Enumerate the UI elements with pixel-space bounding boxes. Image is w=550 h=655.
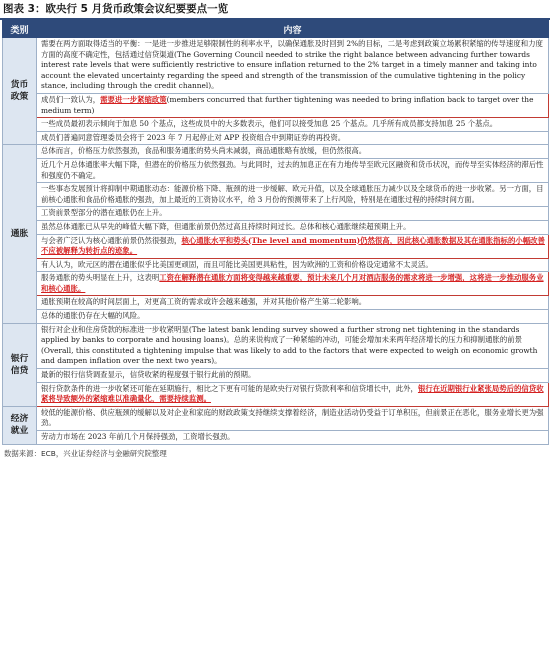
content-cell [37, 323, 549, 368]
highlighted-content-cell [37, 93, 549, 117]
body-text: 需要在两方面取得适当的平衡：一是进一步推进足够限制性的利率水平，以确保通胀及时回到 2%的目标，二是考虑到政策立场累积紧缩的传导速度和力度方面的高度不确定性，包括通过信贷渠道(The Governing Council needed to strike the right balance between advancing further towards interest rate levels that were sufficiently restrictive to ensure inflation returned to the 2% target in a timely manner and taking into account the elevated uncertainty regarding the speed and strength of the transmission of the cumulative tightening in the policy stance, including through the credit channel)。 [41, 39, 543, 91]
table-row [3, 158, 549, 182]
table-row [3, 369, 549, 383]
body-text: 通胀预期在较高的时间层面上，对更高工资的需求或许会越来越强，并对其他价格产生第二轮影响。 [41, 297, 367, 307]
content-cell [37, 220, 549, 234]
content-cell [37, 145, 549, 159]
content-cell [37, 296, 549, 310]
table-row [3, 382, 549, 406]
body-text: 近几个月总体通胀率大幅下降，但潜在的价格压力依然强劲。与此同时，过去的加息正在有力地传导至欧元区融资和货币状况，而传导至实体经济的滞后性和强度仍不确定。 [41, 159, 544, 180]
category-label-line: 信贷 [10, 365, 29, 376]
table-row [3, 207, 549, 221]
table-header-row [3, 21, 549, 38]
table-row [3, 93, 549, 117]
emphasis-text: 核心通胀水平和势头(The level and momentum)仍然很高，因此核心通胀数据及其在通胀指标的小幅改善不应被解释为转折点的迹象。 [41, 235, 545, 256]
emphasis-text: 银行在近期银行业紧张局势后的信贷收紧将导致额外的紧缩难以准确量化，需要持续监测。 [41, 383, 544, 404]
emphasis-text: 工资在解释潜在通胀方面将变得越来越重要，预计未来几个月对酒店服务的需求将进一步增强，这将进一步推动服务业和核心通胀。 [41, 273, 544, 293]
table-row [3, 183, 549, 207]
table-body [3, 38, 549, 445]
table-row [3, 406, 549, 430]
body-text: 与会者广泛认为核心通胀前景仍然很强劲， [41, 235, 182, 245]
header-category: 类别 [3, 21, 37, 38]
content-cell [37, 258, 549, 272]
body-text: 银行贷款条件的进一步收紧还可能在延期施行，相比之下更有可能的是欧央行对银行贷款利率和信贷增长中，此外， [41, 383, 418, 393]
body-text: 劳动力市场在 2023 年前几个月保持强劲，工资增长强劲。 [41, 432, 235, 441]
content-cell [37, 207, 549, 221]
category-cell: 通胀 [3, 145, 37, 323]
table-row [3, 38, 549, 94]
table-row [3, 272, 549, 296]
minutes-table [2, 20, 549, 445]
category-label-line: 就业 [10, 426, 29, 437]
highlighted-content-cell [37, 272, 549, 296]
body-text: 有人认为，欧元区的潜在通胀似乎比美国更顽固，而且可能比美国更具粘性，因为欧洲的工资和价格设定通常不太灵活。 [41, 259, 433, 269]
table-row [3, 323, 549, 368]
body-text: 最新的银行信贷调查显示，信贷收紧的程度强于银行此前的预期。 [41, 370, 256, 380]
content-cell [37, 431, 549, 445]
category-cell [3, 323, 37, 406]
highlighted-content-cell [37, 382, 549, 406]
body-text: 总体而言，价格压力依然强劲，食品和服务通胀的势头尚未减弱，商品通胀略有放缓，但仍然很高。 [41, 146, 367, 156]
body-text: 银行对企业和住房贷款的标准进一步收紧明显(The latest bank lending survey showed a further strong net tightening in the standards applied by banks to corporate and housing loans)。总的来说构成了一种紧缩的冲动，可能会增加未来两年经济增长的压力和抑制通胀的前景(Overall, this constituted a tightening impulse that was likely to add to the factors that were expected to weigh on economic growth and dampen inflation over the next two years)。 [41, 324, 538, 366]
table-row [3, 431, 549, 445]
category-label-line: 政策 [10, 92, 29, 103]
content-cell [37, 369, 549, 383]
figure-title: 图表 3：欧央行 5 月货币政策会议纪要要点一览 [0, 0, 550, 20]
body-text: (members concurred that further tightening was needed to bring inflation back to target over the medium term) [41, 94, 534, 115]
category-label-line: 银行 [10, 353, 29, 364]
table-row [3, 220, 549, 234]
body-text: 工资前景型部分的潜在通胀仍在上升。 [41, 208, 167, 218]
body-text: 总体的通胀仍存在大幅的风险。 [41, 311, 145, 321]
category-cell [3, 406, 37, 444]
content-cell [37, 131, 549, 145]
content-cell [37, 158, 549, 182]
body-text: 较低的能源价格、供应瓶颈的缓解以及对企业和家庭的财政政策支持继续支撑着经济，制造业活动仍受益于订单积压，但前景正在恶化，服务业增长更为强劲。 [41, 407, 544, 428]
category-label-line: 经济 [10, 414, 29, 425]
body-text: 服务通胀的势头明显在上升，这表明 [41, 273, 160, 283]
table-row [3, 131, 549, 145]
highlighted-content-cell [37, 234, 549, 258]
category-label-line: 货币 [10, 80, 29, 91]
category-cell [3, 38, 37, 145]
body-text: 成员们一致认为， [41, 94, 101, 104]
content-cell [37, 183, 549, 207]
table-row [3, 258, 549, 272]
source-note: 数据来源：ECB，兴业证券经济与金融研究院整理 [4, 448, 167, 458]
body-text: 成员们普遍同意管理委员会将于 2023 年 7 月起停止对 APP 投资组合中到期证券的再投资。 [41, 132, 346, 142]
table-row [3, 145, 549, 159]
table-row [3, 310, 549, 324]
content-cell [37, 310, 549, 324]
table-row [3, 296, 549, 310]
header-content: 内容 [37, 21, 549, 38]
content-cell [37, 118, 549, 132]
body-text: 一些成员最初表示倾向于加息 50 个基点，这些成员中的大多数表示，他们可以接受加息 25 个基点。几乎所有成员都支持加息 25 个基点。 [41, 119, 498, 129]
content-cell [37, 406, 549, 430]
body-text: 一些事态发展预计将抑制中期通胀动态：能源价格下降、瓶颈的进一步缓解、欧元升值，以及全球通胀压力减少以及全球货币的进一步收紧。另一方面，目前核心通胀和食品价格通胀的强劲，加上最近的工资协议水平，给 3 月份的预测带来了上行风险，特别是在通胀过程的持续时间方面。 [41, 184, 544, 204]
table-row [3, 118, 549, 132]
content-cell [37, 38, 549, 94]
table-row [3, 234, 549, 258]
emphasis-text: 需要进一步紧缩政策 [100, 94, 167, 104]
body-text: 虽然总体通胀已从早先的峰值大幅下降，但通胀前景仍然过高且持续时间过长。总体和核心通胀继续超预期上升。 [41, 221, 411, 231]
